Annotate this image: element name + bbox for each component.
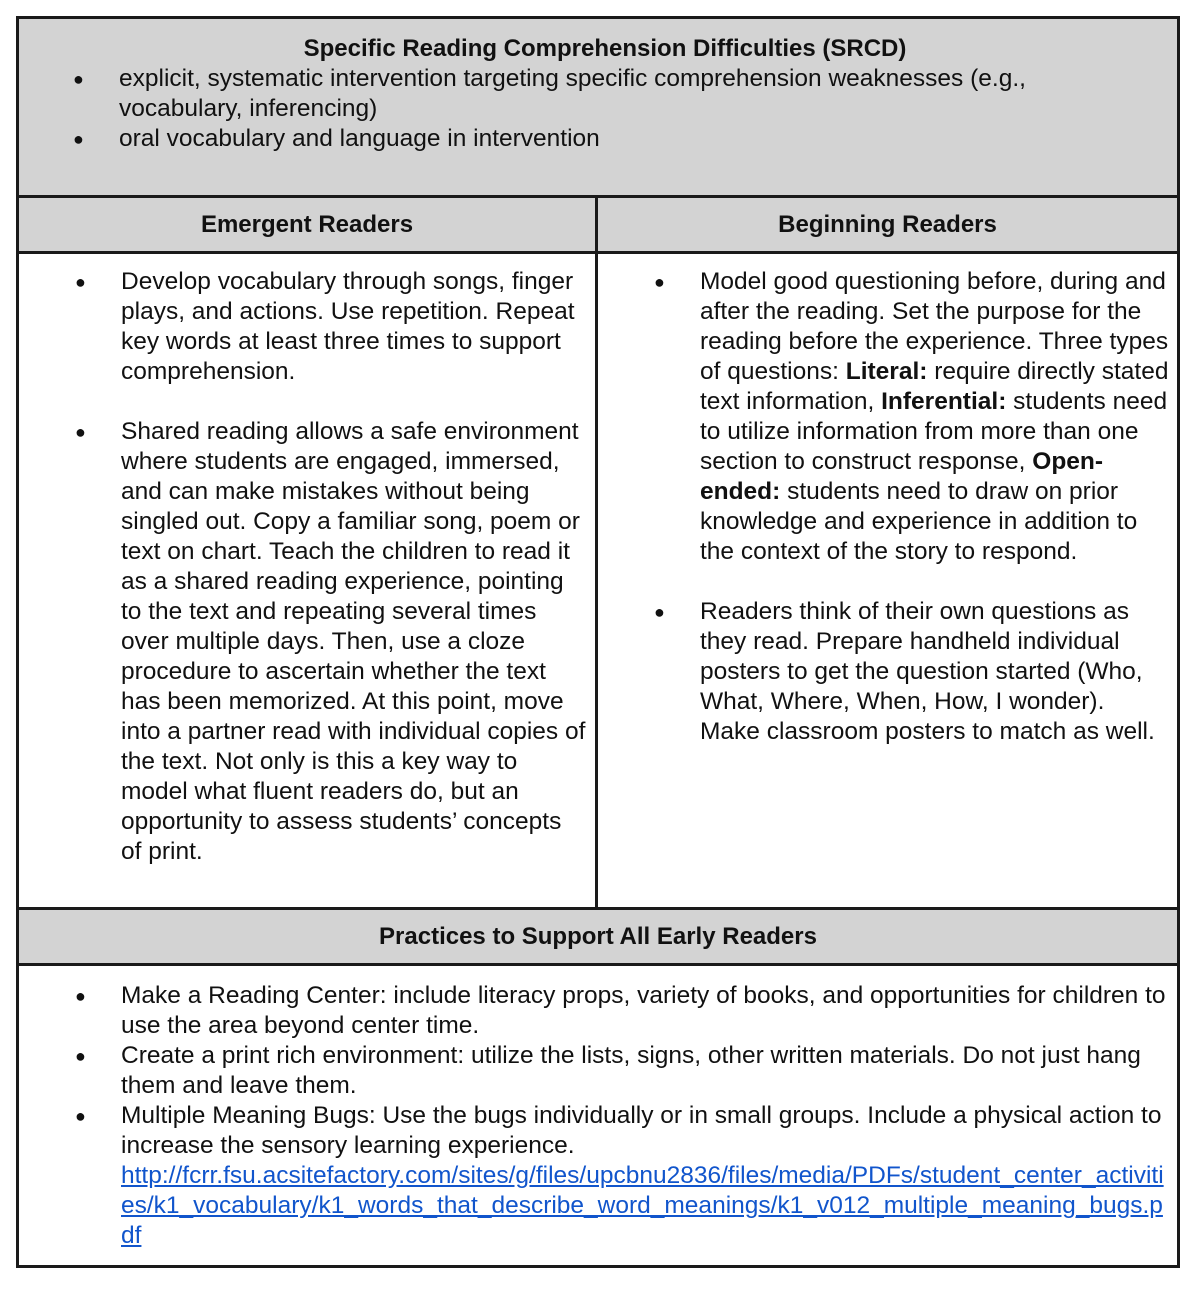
document-table	[16, 16, 1180, 1268]
literal-text: require directly stated text information,	[700, 358, 1169, 415]
srcd-section	[19, 19, 1177, 198]
list-item: ● Develop vocabulary through songs, finger plays, and actions. Use repetition. Repeat key words at least three times to support comprehension.	[75, 267, 587, 387]
open-ended-text: students need to draw on prior knowledge and experience in addition to the context of the story to respond.	[700, 478, 1138, 565]
emergent-readers-heading: Emergent Readers	[19, 198, 598, 251]
list-item: ● Make a Reading Center: include literacy props, variety of books, and opportunities for children to use the area beyond center time.	[75, 981, 1167, 1041]
inferential-label: Inferential:	[881, 388, 1007, 415]
reader-type-body-row	[19, 254, 1177, 910]
list-item: ● oral vocabulary and language in intervention	[73, 124, 1137, 154]
list-item: ● Create a print rich environment: utilize the lists, signs, other written materials. Do not just hang them and leave them.	[75, 1041, 1167, 1101]
srcd-title: Specific Reading Comprehension Difficulties (SRCD)	[303, 35, 907, 62]
list-item	[75, 1101, 1167, 1251]
list-item	[654, 267, 1169, 567]
question-types-intro: Model good questioning before, during and after the reading. Set the purpose for the reading before the experience. Three types of questions:	[700, 268, 1169, 385]
srcd-bullet-list	[73, 64, 1137, 154]
reader-type-header-row	[19, 198, 1177, 254]
practices-bullet-list	[75, 981, 1167, 1251]
beginning-readers-cell	[598, 254, 1177, 907]
list-item: ● Shared reading allows a safe environment where students are engaged, immersed, and can make mistakes without being singled out. Copy a familiar song, poem or text on chart. Teach the children to read it as a shared reading experience, pointing to the text and repeating several times over multiple days. Then, use a cloze procedure to ascertain whether the text has been memorized. At this point, move into a partner read with individual copies of the text. Not only is this a key way to model what fluent readers do, but an opportunity to assess students’ concepts of print.	[75, 417, 587, 867]
inferential-text: students need to utilize information from more than one section to construct response,	[700, 388, 1168, 475]
emergent-readers-cell	[19, 254, 598, 907]
practices-cell	[19, 966, 1177, 1265]
open-ended-label: Open-ended:	[700, 448, 1104, 505]
multiple-meaning-bugs-text: Multiple Meaning Bugs: Use the bugs individually or in small groups. Include a physical action to increase the sensory learning experience.	[121, 1102, 1162, 1159]
list-item: ● explicit, systematic intervention targeting specific comprehension weaknesses (e.g., vocabulary, inferencing)	[73, 64, 1137, 124]
list-item: ● Readers think of their own questions as they read. Prepare handheld individual posters to get the question started (Who, What, Where, When, How, I wonder). Make classroom posters to match as well.	[654, 597, 1169, 747]
multiple-meaning-bugs-link[interactable]: http://fcrr.fsu.acsitefactory.com/sites/g/files/upcbnu2836/files/media/PDFs/student_center_activities/k1_vocabulary/k1_words_that_describe_word_meanings/k1_v012_multiple_meaning_bugs.pdf	[121, 1162, 1164, 1249]
practices-heading: Practices to Support All Early Readers	[19, 910, 1177, 966]
beginning-readers-heading: Beginning Readers	[778, 210, 997, 238]
emergent-bullet-list	[75, 267, 587, 867]
literal-label: Literal:	[845, 358, 928, 385]
beginning-bullet-list	[654, 267, 1169, 747]
